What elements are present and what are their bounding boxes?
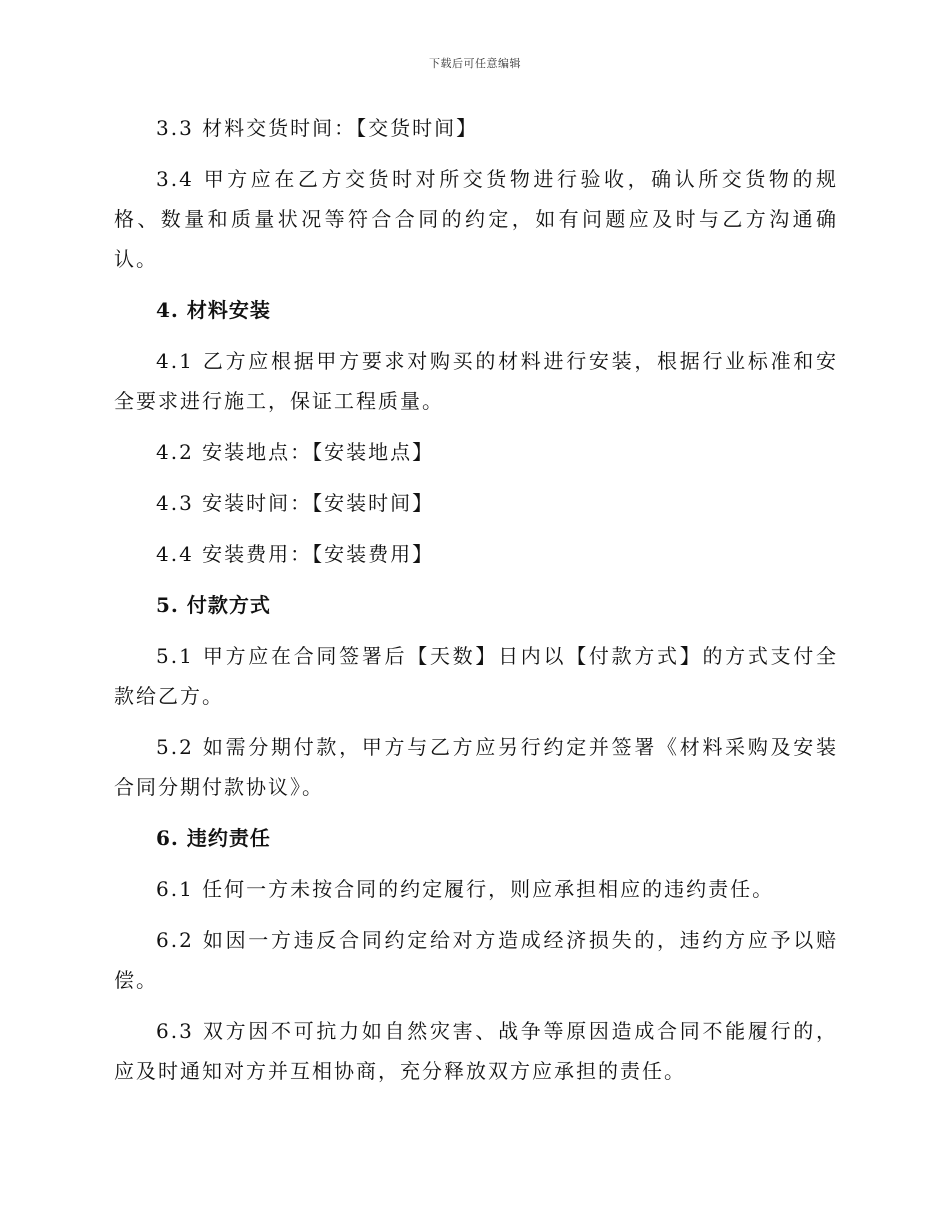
clause-5-1: 5.1 甲方应在合同签署后【天数】日内以【付款方式】的方式支付全款给乙方。	[114, 644, 838, 708]
clause-3-3: 3.3 材料交货时间：【交货时间】	[156, 116, 479, 140]
clause-4-4: 4.4 安装费用：【安装费用】	[156, 542, 435, 566]
section-heading-5: 5. 付款方式	[156, 593, 271, 617]
section-heading-6: 6. 违约责任	[156, 826, 271, 850]
header-note: 下载后可任意编辑	[429, 57, 521, 70]
clause-6-2: 6.2 如因一方违反合同约定给对方造成经济损失的，违约方应予以赔偿。	[114, 928, 838, 992]
clause-4-1: 4.1 乙方应根据甲方要求对购买的材料进行安装，根据行业标准和安全要求进行施工，保证工程质量。	[114, 349, 838, 413]
clause-4-3: 4.3 安装时间：【安装时间】	[156, 491, 435, 515]
section-heading-4: 4. 材料安装	[156, 298, 271, 322]
clause-4-2: 4.2 安装地点：【安装地点】	[156, 440, 435, 464]
clause-3-4: 3.4 甲方应在乙方交货时对所交货物进行验收，确认所交货物的规格、数量和质量状况等符合合同的约定，如有问题应及时与乙方沟通确认。	[114, 167, 838, 271]
clause-6-3: 6.3 双方因不可抗力如自然灾害、战争等原因造成合同不能履行的，应及时通知对方并互相协商，充分释放双方应承担的责任。	[114, 1019, 838, 1083]
document-body	[114, 108, 838, 1102]
clause-5-2: 5.2 如需分期付款，甲方与乙方应另行约定并签署《材料采购及安装合同分期付款协议》。	[114, 735, 838, 799]
clause-6-1: 6.1 任何一方未按合同的约定履行，则应承担相应的违约责任。	[156, 877, 775, 901]
